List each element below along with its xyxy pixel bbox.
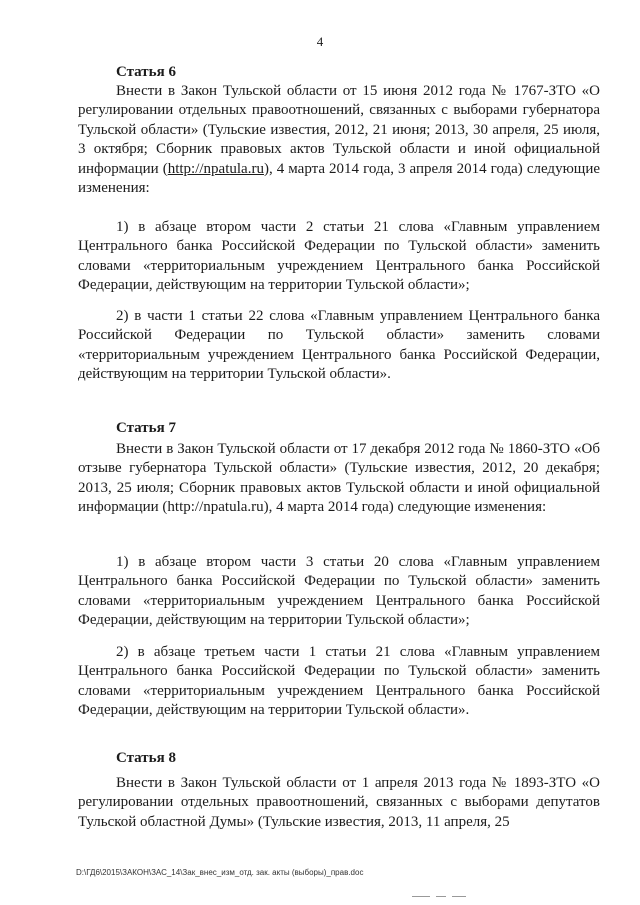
article-7-item-2: 2) в абзаце третьем части 1 статьи 21 слова «Главным управлением Центрального банка Российской Федерации по Тульской области» заменить словами «территориальным учреждением Центрального банка Российской Федерации, действующим на территории Тульской области». — [78, 644, 600, 719]
article-6-intro-text-a: Внести в Закон Тульской области от 15 июня 2012 года № 1767-ЗТО «О регулировании отдельных правоотношений, связанных с выборами губернатора Тульской области» (Тульские известия, 2012, 21 июня; 2013, 30 апреля, 25 июля, 3 октября; Сборник правовых актов Тульской области и иной официальной информации ( — [78, 83, 600, 177]
article-7-heading: Статья 7 — [116, 420, 176, 436]
article-6-intro-text-b: ), 4 марта 2014 года, 3 апреля 2014 года) следующие изменения: — [78, 160, 601, 197]
npatula-link[interactable]: http://npatula.ru — [167, 160, 264, 177]
article-6-intro — [78, 82, 600, 198]
scan-mark — [452, 896, 466, 897]
scan-mark — [436, 896, 446, 897]
article-7-item-1: 1) в абзаце втором части 3 статьи 20 слова «Главным управлением Центрального банка Российской Федерации по Тульской области» заменить словами «территориальным учреждением Центрального банка Российской Федерации, действующим на территории Тульской области»; — [78, 554, 600, 629]
footer-file-path: D:\ГД6\2015\ЗАКОН\ЗАС_14\Зак_внес_изм_отд. зак. акты (выборы)_прав.doc — [76, 868, 364, 877]
article-8-intro: Внести в Закон Тульской области от 1 апреля 2013 года № 1893-ЗТО «О регулировании отдельных правоотношений, связанных с выборами депутатов Тульской областной Думы» (Тульские известия, 2013, 11 апреля, 25 — [78, 775, 600, 830]
page-number: 4 — [316, 34, 324, 49]
scan-mark — [412, 896, 430, 897]
article-6-item-2: 2) в части 1 статьи 22 слова «Главным управлением Центрального банка Российской Федерации по Тульской области» заменить словами «территориальным учреждением Центрального банка Российской Федерации, действующим на территории Тульской области». — [78, 308, 600, 383]
article-7-intro: Внести в Закон Тульской области от 17 декабря 2012 года № 1860-ЗТО «Об отзыве губернатора Тульской области» (Тульские известия, 2012, 20 декабря; 2013, 25 июля; Сборник правовых актов Тульской области и иной официальной информации (http://npatula.ru), 4 марта 2014 года) следующие изменения: — [78, 441, 600, 516]
article-8-heading: Статья 8 — [116, 750, 176, 766]
article-6-item-1: 1) в абзаце втором части 2 статьи 21 слова «Главным управлением Центрального банка Российской Федерации по Тульской области» заменить словами «территориальным учреждением Центрального банка Российской Федерации, действующим на территории Тульской области»; — [78, 219, 600, 294]
article-6-heading: Статья 6 — [116, 64, 176, 80]
